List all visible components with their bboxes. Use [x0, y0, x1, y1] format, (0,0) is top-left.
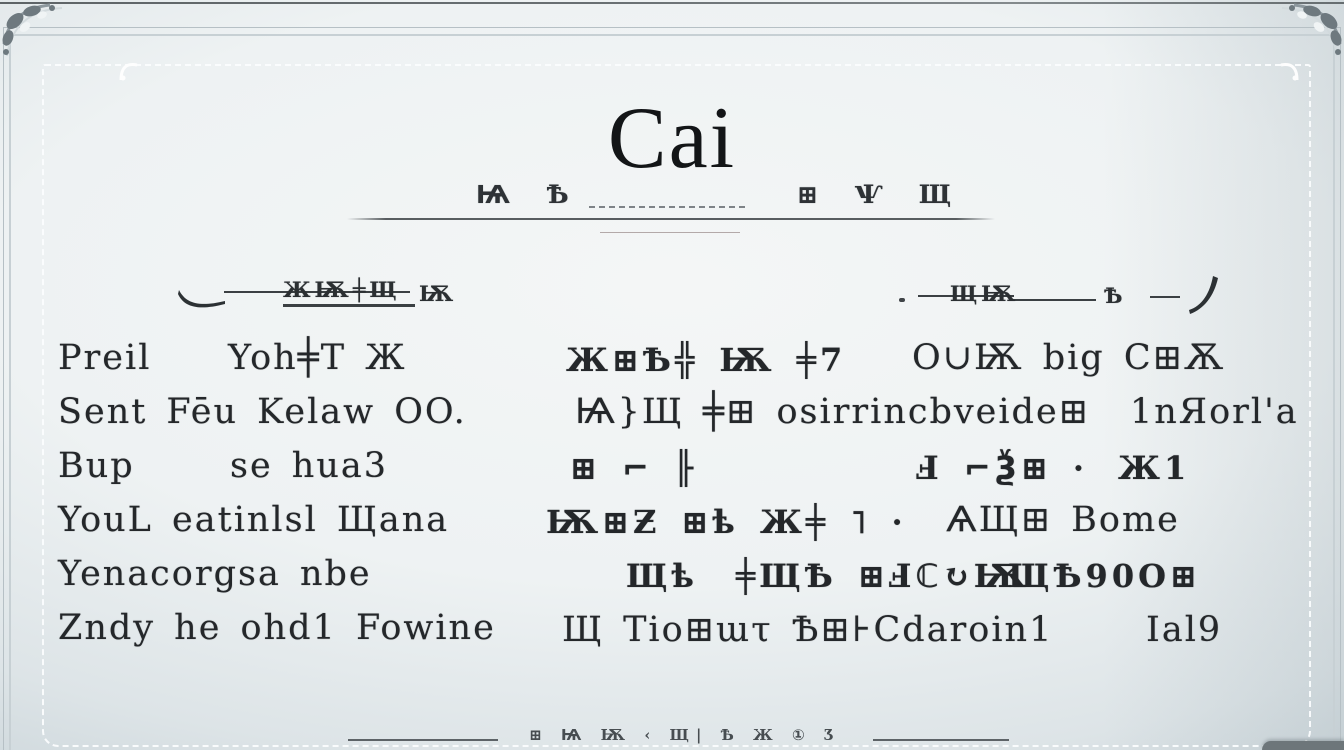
- right-section-suffix: Ѣ: [1104, 283, 1127, 308]
- title-rule-thin: [600, 232, 740, 233]
- left-section-suffix: Ѭ: [419, 281, 458, 306]
- border-curl-right-icon: [1278, 60, 1300, 82]
- title-rule: [347, 218, 995, 220]
- swash-right-icon: [1188, 274, 1220, 318]
- right-header-dot: [899, 298, 905, 302]
- right-header-line-c: [1150, 296, 1180, 298]
- left-section-label: ЖѬ╪Щ: [283, 277, 401, 302]
- subtitle-dashed-underline: [589, 206, 745, 208]
- menu-item-text: YouL eatinlsl Щana: [58, 500, 450, 540]
- menu-item-text: Ial9: [1146, 610, 1223, 650]
- filigree-corner-left-icon: [0, 0, 84, 84]
- footer-rule-right: [873, 739, 1009, 741]
- menu-item-text: Yoh╪T Ж: [228, 338, 407, 378]
- menu-item-glyphs: Щѣ: [626, 557, 698, 595]
- frame-top-line: [0, 2, 1344, 4]
- menu-item-text: Bup: [58, 446, 135, 486]
- menu-item-text: Preil: [58, 338, 152, 378]
- menu-item-text: Zndy he ohd1 Fowine: [58, 608, 496, 648]
- filigree-corner-right-icon: [1260, 0, 1344, 84]
- menu-item-text: se hua3: [230, 446, 389, 486]
- page-title: Cai: [607, 90, 737, 187]
- subtitle-left-glyphs: Ѩ Ѣ: [476, 180, 583, 209]
- subtitle-right-glyphs: ⊞ Ѱ Щ: [797, 180, 966, 209]
- menu-item-text: O∪Ѭ big C⊞Ѫ: [912, 338, 1226, 378]
- menu-item-glyphs: ╪ЩѢ ⊞Ⅎℂ↻Ѭ: [736, 557, 1030, 595]
- menu-item-text: 1nЯorl'a: [1130, 392, 1299, 432]
- footer-rule-left: [348, 739, 498, 741]
- menu-item-glyphs: Ⅎ ⌐Ѯ⊞ ·: [916, 449, 1089, 487]
- swash-left-icon: [178, 288, 226, 314]
- menu-item-text: ѦЩ⊞ Bome: [946, 500, 1180, 540]
- menu-item-glyphs: Ѭ⊞Ƶ ⊞ѣ Ж╪ ˥ ·: [546, 503, 907, 541]
- border-curl-left-icon: [118, 60, 140, 82]
- menu-item-text: Yenacorgsa nbe: [58, 554, 372, 594]
- menu-item-glyphs: ЩѢ90O⊞: [1008, 557, 1201, 595]
- right-header-line-b: [1012, 299, 1096, 301]
- menu-item-text: Ѩ}Щ ╪⊞ osirrincbveide⊞: [575, 392, 1090, 432]
- footer-glyphs: ⊞ Ѩ Ѭ ‹ Щ| Ѣ Ж ① Ʒ: [529, 726, 841, 744]
- menu-item-glyphs: Ж⊞Ѣ╬ Ѭ ╪7: [566, 341, 847, 379]
- menu-item-glyphs: ⊞ ⌐ ╟: [570, 449, 698, 487]
- menu-item-glyphs: Ж1: [1118, 449, 1191, 487]
- menu-item-text: Sent Fēu Kelaw OO.: [58, 392, 467, 432]
- menu-item-text: Щ Tio⊞ɯτ Ѣ⊞⊦Cdaroin1: [562, 610, 1054, 650]
- bottom-right-frame-tab: [1262, 741, 1344, 750]
- left-header-line-bottom: [283, 304, 415, 307]
- right-section-label: ЩѬ: [950, 281, 1020, 306]
